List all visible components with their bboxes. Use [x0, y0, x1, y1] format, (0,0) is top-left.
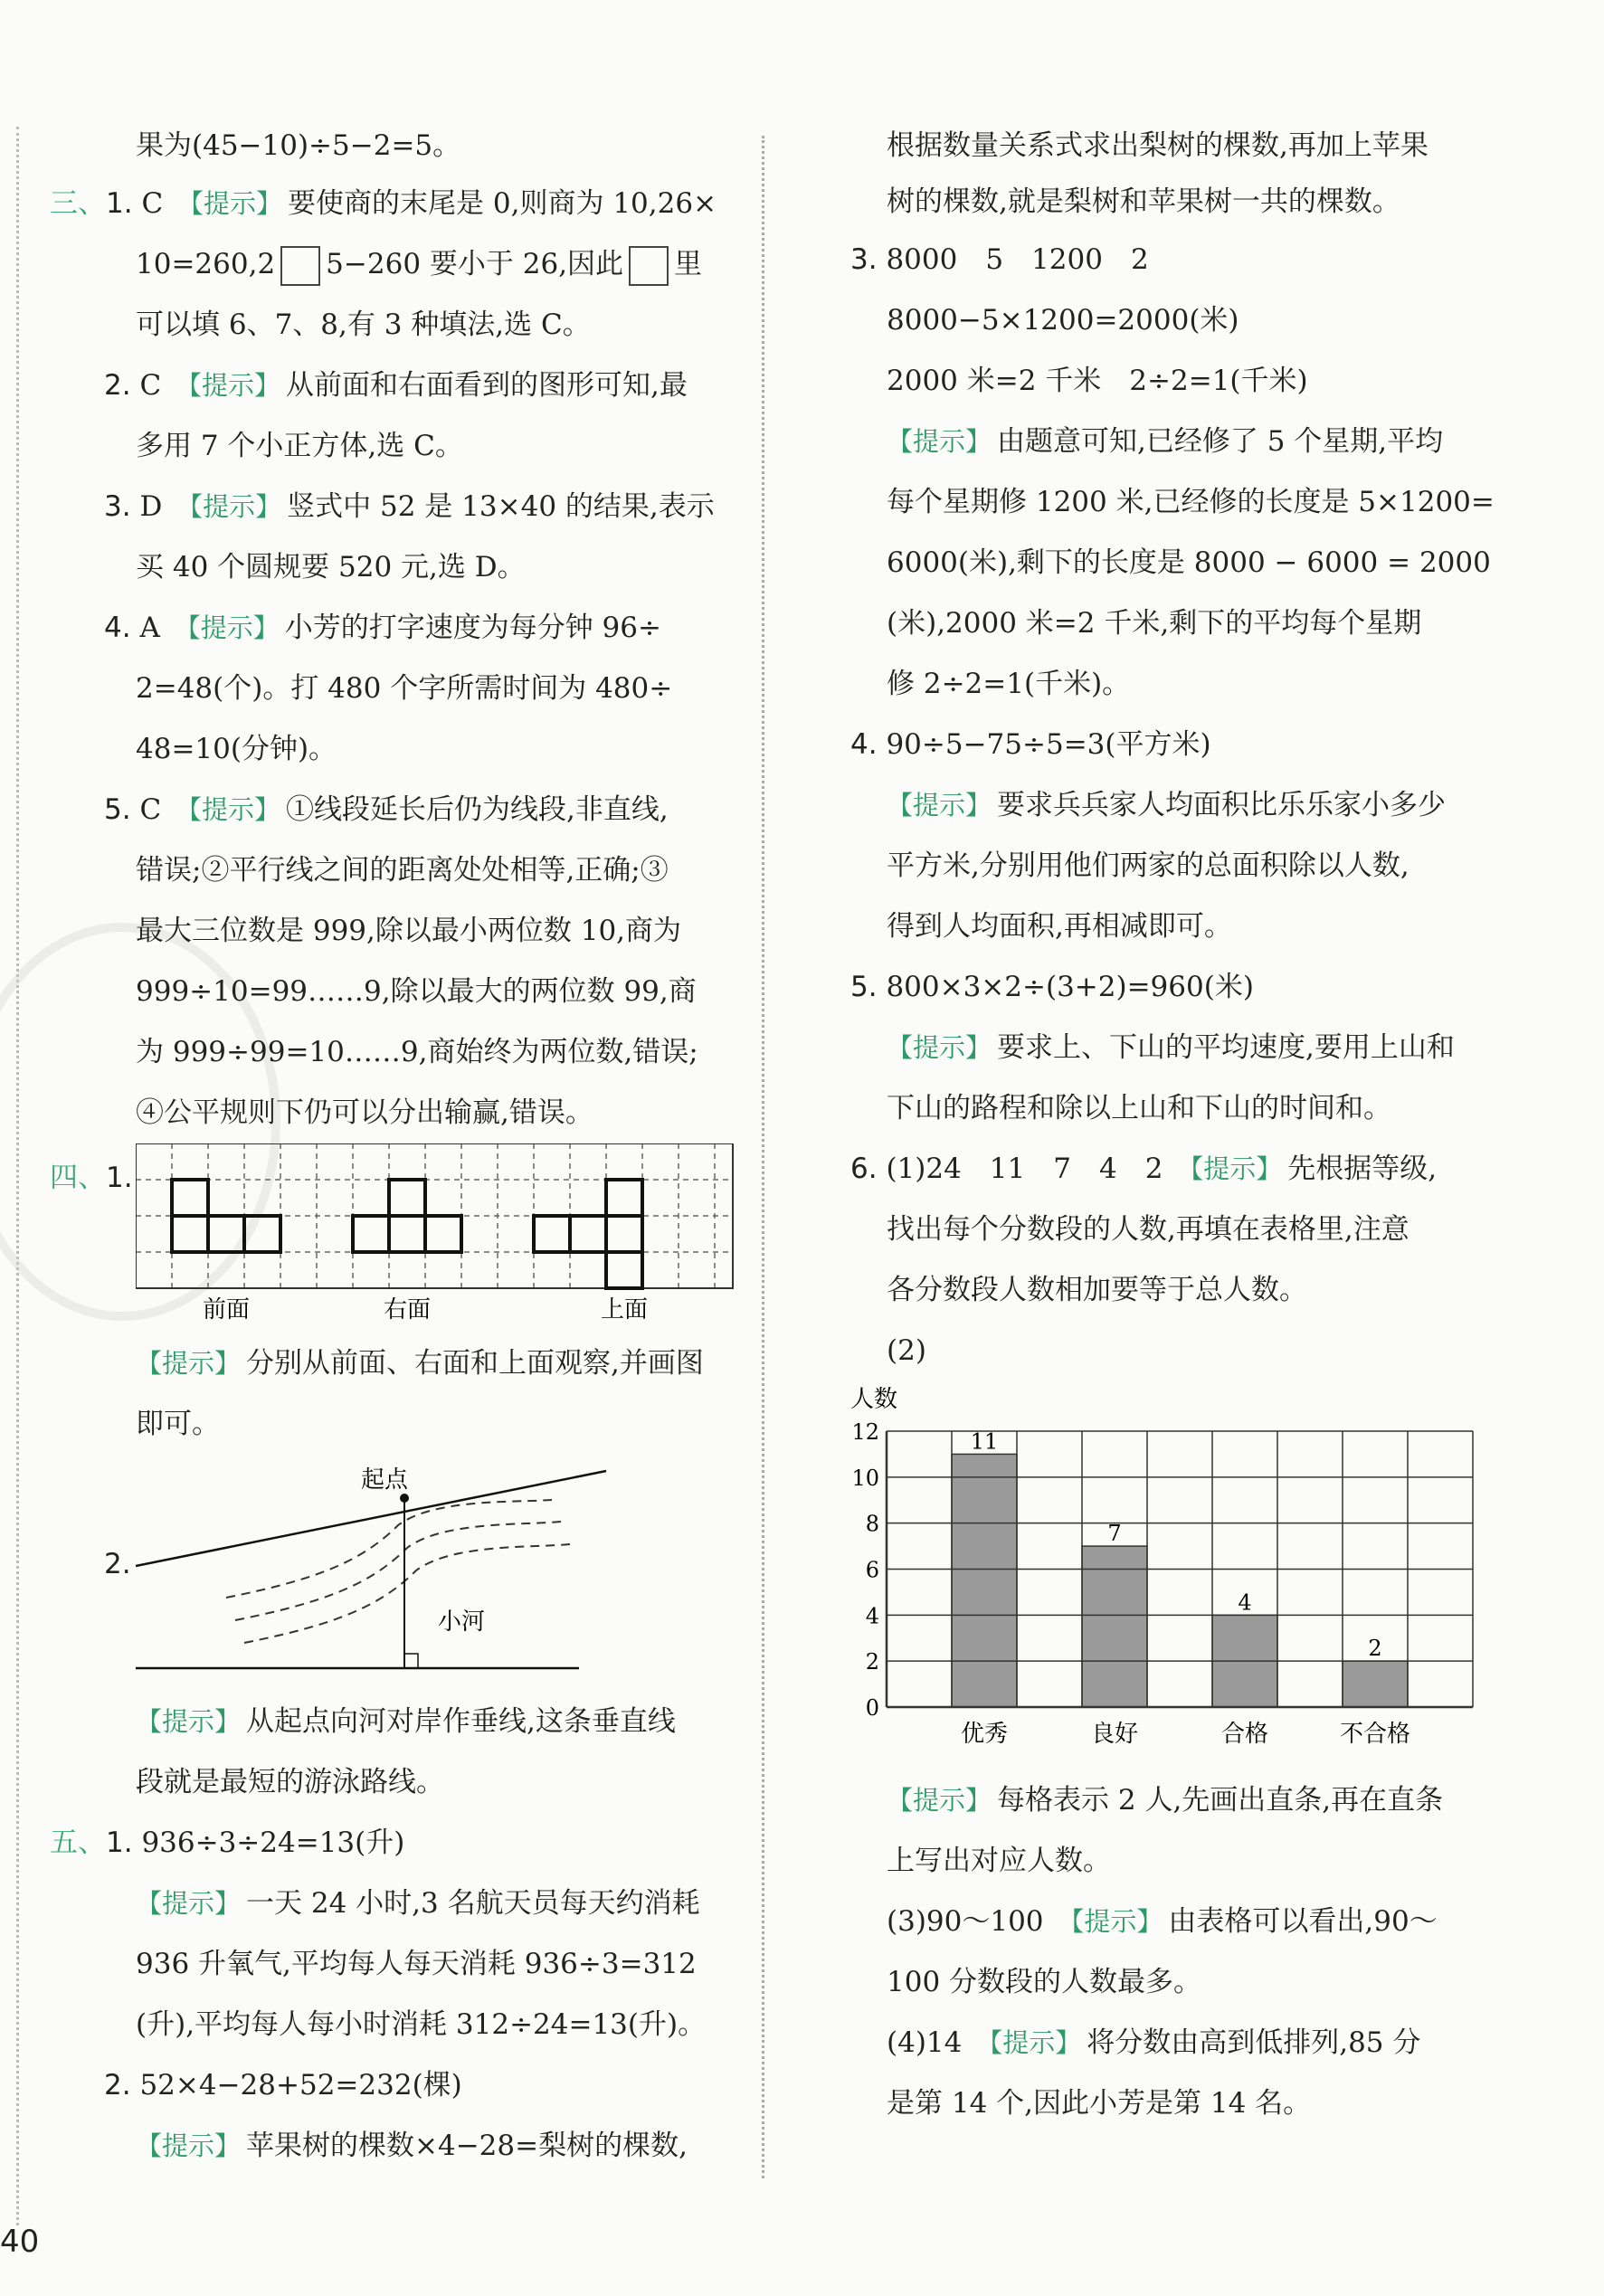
y-tick-label: 0 [865, 1695, 879, 1721]
text-line [850, 775, 1502, 836]
river-figure [136, 1462, 679, 1679]
text-line [50, 1333, 737, 1394]
y-tick-label: 4 [865, 1603, 879, 1629]
question-3-5 [50, 780, 737, 840]
views-grid-figure [136, 1143, 742, 1324]
hint-tag: 【提示】 [1058, 1906, 1163, 1937]
text-line: 找出每个分数段的人数,再填在表格里,注意 [887, 1213, 1409, 1246]
hint-tag: 【提示】 [887, 790, 992, 821]
data-label-0: 11 [970, 1428, 999, 1455]
text-line: ④公平规则下仍可以分出输赢,错误。 [136, 1096, 593, 1129]
bar-1 [1082, 1546, 1147, 1707]
answer-equation: 936÷3÷24=13(升) [141, 1826, 405, 1859]
hint-text: 要使商的末尾是 0,则商为 10,26× [288, 187, 717, 220]
answer: C [139, 369, 162, 402]
question-3-4 [50, 598, 737, 659]
question-6 [850, 1139, 1502, 1200]
text-line: 每个星期修 1200 米,已经修的长度是 5×1200= [887, 486, 1495, 518]
text-line: 936 升氧气,平均每人每天消耗 936÷3=312 [136, 1948, 697, 1980]
y-tick-label: 12 [851, 1419, 879, 1445]
left-column [50, 118, 737, 2177]
hint-tag: 【提示】 [177, 188, 283, 219]
answer: (1)24 11 7 4 2 [886, 1153, 1163, 1185]
hint-text: 将分数由高到低排列,85 分 [1087, 2026, 1421, 2059]
text-line: 段就是最短的游泳路线。 [136, 1766, 444, 1798]
hint-tag: 【提示】 [136, 1888, 242, 1919]
text-line [50, 1692, 737, 1752]
question-3-3 [50, 477, 737, 537]
question-number: 1. [106, 187, 133, 220]
question-3-1 [50, 174, 737, 234]
y-tick-label: 2 [865, 1649, 879, 1675]
text-line [850, 412, 1502, 472]
text-line: 果为(45−10)÷5−2=5。 [136, 129, 461, 162]
text-line: 100 分数段的人数最多。 [887, 1966, 1202, 1998]
y-axis-label: 人数 [850, 1386, 898, 1413]
start-point-label: 起点 [360, 1466, 409, 1494]
section-label: 四、 [50, 1162, 106, 1194]
text-line: 平方米,分别用他们两家的总面积除以人数, [887, 849, 1409, 882]
hint-tag: 【提示】 [1177, 1153, 1283, 1184]
page-number: 40 [0, 2224, 40, 2260]
category-label-0: 优秀 [960, 1721, 1009, 1748]
text-line: 6000(米),剩下的长度是 8000 − 6000 = 2000 [887, 546, 1491, 579]
text-line: 买 40 个圆规要 520 元,选 D。 [136, 551, 526, 583]
right-view-shape [353, 1180, 461, 1252]
answer: D [139, 490, 163, 523]
text-line: 可以填 6、7、8,有 3 种填法,选 C。 [136, 308, 591, 341]
text-line: 各分数段人数相加要等于总人数。 [887, 1274, 1307, 1306]
hint-tag: 【提示】 [136, 1706, 242, 1737]
data-label-2: 4 [1238, 1589, 1252, 1616]
answer: (3)90～100 [887, 1905, 1044, 1938]
hint-text: ①线段延长后仍为线段,非直线, [286, 793, 669, 826]
hint-tag: 【提示】 [136, 1348, 242, 1379]
text-line: 上写出对应人数。 [887, 1845, 1111, 1877]
hint-tag: 【提示】 [176, 491, 282, 522]
question-number: 1. [106, 1826, 133, 1859]
view-label-right: 右面 [383, 1296, 432, 1324]
question-number: 4. [850, 728, 878, 761]
text-line [850, 1770, 1502, 1831]
question-4 [850, 715, 1502, 775]
text-line [850, 2013, 1502, 2073]
question-5 [850, 957, 1502, 1018]
hint-text: 先根据等级, [1287, 1153, 1438, 1185]
category-label-2: 合格 [1220, 1721, 1269, 1748]
answer: C [139, 793, 162, 826]
hint-tag: 【提示】 [176, 794, 281, 825]
text-line: 最大三位数是 999,除以最小两位数 10,商为 [136, 915, 682, 947]
hint-tag: 【提示】 [887, 1785, 992, 1816]
text-line: 根据数量关系式求出梨树的棵数,再加上苹果 [887, 129, 1428, 162]
hint-tag: 【提示】 [176, 370, 281, 401]
text-line: 即可。 [136, 1408, 220, 1440]
hint-text: 小芳的打字速度为每分钟 96÷ [284, 612, 661, 644]
text-line: 8000−5×1200=2000(米) [887, 304, 1239, 337]
start-point-dot [400, 1494, 409, 1503]
hint-tag: 【提示】 [174, 612, 280, 643]
answer-equation: 800×3×2÷(3+2)=960(米) [886, 971, 1254, 1003]
blank-box [280, 246, 320, 286]
y-tick-label: 6 [865, 1557, 879, 1583]
hint-tag: 【提示】 [136, 2130, 242, 2161]
text-line [50, 2116, 737, 2177]
text-line [50, 234, 737, 295]
text-line: 999÷10=99……9,除以最大的两位数 99,商 [136, 975, 697, 1008]
answer-equation: 52×4−28+52=232(棵) [139, 2069, 462, 2102]
text: 里 [674, 248, 703, 280]
hint-tag: 【提示】 [887, 1032, 992, 1063]
answer: 8000 5 1200 2 [886, 243, 1149, 276]
view-label-front: 前面 [202, 1296, 251, 1324]
text-line: 修 2÷2=1(千米)。 [887, 668, 1131, 700]
hint-text: 要求上、下山的平均速度,要用上山和 [997, 1031, 1455, 1064]
text-line: 是第 14 个,因此小芳是第 14 名。 [887, 2087, 1312, 2120]
y-tick-label: 10 [851, 1465, 879, 1491]
front-view-shape [172, 1180, 280, 1252]
hint-text: 从前面和右面看到的图形可知,最 [286, 369, 688, 402]
bar-3 [1343, 1661, 1408, 1707]
question-3 [850, 230, 1502, 290]
text-line: (升),平均每人每小时消耗 312÷24=13(升)。 [136, 2008, 707, 2041]
category-label-1: 良好 [1090, 1721, 1139, 1748]
bar-0 [952, 1454, 1017, 1707]
right-column [850, 118, 1502, 2134]
hint-tag: 【提示】 [976, 2027, 1082, 2058]
text-line: 多用 7 个小正方体,选 C。 [136, 430, 463, 462]
bar-chart [850, 1381, 1502, 1770]
text-line [850, 1018, 1502, 1078]
y-tick-label: 8 [865, 1511, 879, 1537]
question-number: 1. [106, 1162, 133, 1194]
hint-tag: 【提示】 [887, 426, 992, 457]
data-label-3: 2 [1368, 1636, 1382, 1662]
hint-text: 分别从前面、右面和上面观察,并画图 [246, 1347, 704, 1380]
question-4-2 [50, 1462, 737, 1679]
hint-text: 要求兵兵家人均面积比乐乐家小多少 [997, 789, 1447, 821]
question-number: 5. [850, 971, 878, 1003]
answer: A [139, 612, 160, 644]
top-view-shape [534, 1180, 642, 1288]
answer: (4)14 [887, 2026, 963, 2059]
hint-text: 每格表示 2 人,先画出直条,再在直条 [997, 1784, 1444, 1817]
text: 10=260,2 [136, 248, 276, 280]
question-number: 5. [104, 793, 131, 826]
question-number: 2. [104, 369, 131, 402]
text-line: 48=10(分钟)。 [136, 733, 337, 765]
text-line: 错误;②平行线之间的距离处处相等,正确;③ [136, 854, 669, 887]
view-label-top: 上面 [600, 1296, 649, 1324]
question-number: 2. [104, 2069, 131, 2102]
question-5-1 [50, 1813, 737, 1874]
data-label-1: 7 [1107, 1521, 1122, 1547]
answer: C [141, 187, 164, 220]
section-label: 五、 [50, 1826, 106, 1859]
question-5-2 [50, 2055, 737, 2116]
hint-text: 竖式中 52 是 13×40 的结果,表示 [287, 490, 715, 523]
section-label: 三、 [50, 187, 106, 220]
river-label: 小河 [437, 1608, 486, 1636]
question-number: 6. [850, 1153, 878, 1185]
category-label-3: 不合格 [1339, 1721, 1411, 1748]
text-line [850, 1892, 1502, 1952]
question-number: 3. [850, 243, 878, 276]
hint-text: 苹果树的棵数×4−28=梨树的棵数, [246, 2130, 688, 2162]
question-3-2 [50, 356, 737, 416]
hint-text: 由表格可以看出,90～ [1168, 1905, 1438, 1938]
text-line: 得到人均面积,再相减即可。 [887, 910, 1232, 943]
text: 5−260 要小于 26,因此 [326, 248, 624, 280]
hint-text: 从起点向河对岸作垂线,这条垂直线 [246, 1705, 676, 1738]
question-number: 4. [104, 612, 131, 644]
column-divider [762, 136, 764, 2178]
text-line: 2=48(个)。打 480 个字所需时间为 480÷ [136, 672, 673, 705]
text-line: 2000 米=2 千米 2÷2=1(千米) [887, 365, 1308, 397]
text-line: (米),2000 米=2 千米,剩下的平均每个星期 [887, 607, 1422, 640]
question-number: 3. [104, 490, 131, 523]
question-number: 2. [104, 1548, 131, 1580]
question-4-1 [50, 1143, 737, 1324]
text-line [50, 1874, 737, 1934]
text-line: (2) [887, 1334, 926, 1367]
hint-text: 由题意可知,已经修了 5 个星期,平均 [997, 425, 1444, 458]
text-line: 为 999÷99=10……9,商始终为两位数,错误; [136, 1036, 698, 1068]
text-line: 树的棵数,就是梨树和苹果树一共的棵数。 [887, 185, 1400, 218]
answer-equation: 90÷5−75÷5=3(平方米) [886, 728, 1211, 761]
blank-box [629, 246, 669, 286]
text-line: 下山的路程和除以上山和下山的时间和。 [887, 1092, 1391, 1124]
hint-text: 一天 24 小时,3 名航天员每天约消耗 [246, 1887, 700, 1920]
